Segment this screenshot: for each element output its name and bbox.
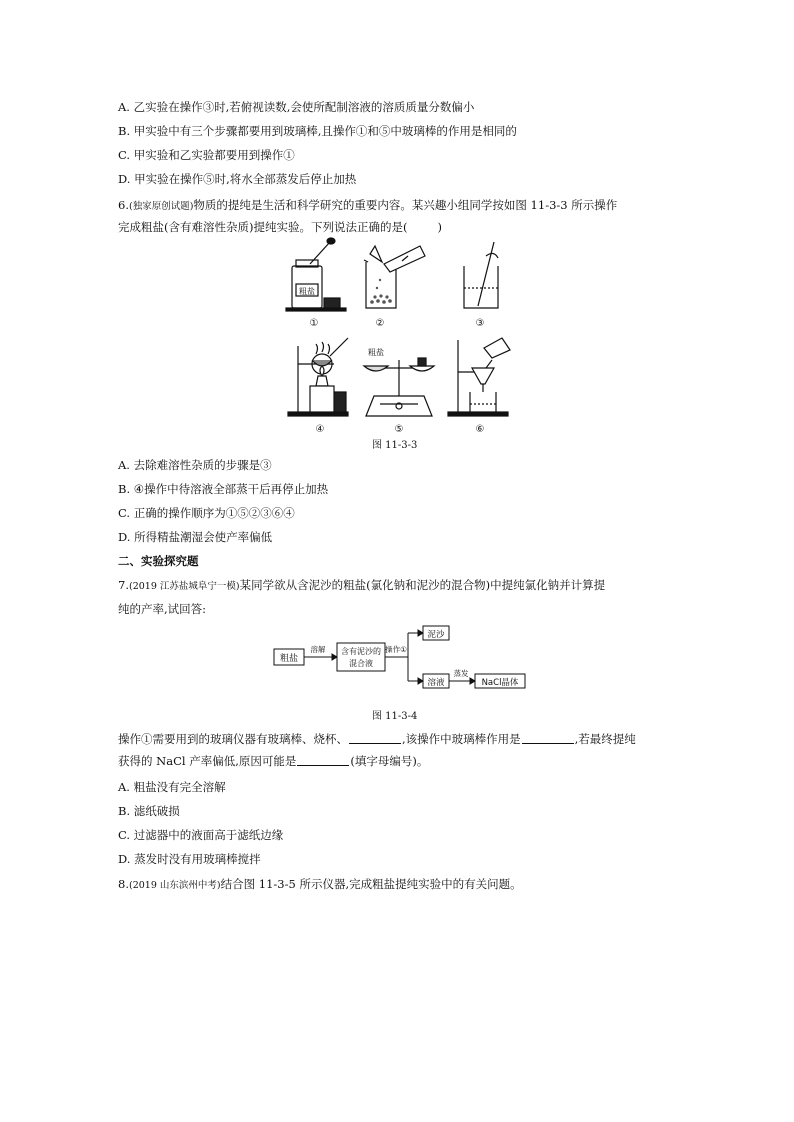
q7-question-part1: 操作①需要用到的玻璃仪器有玻璃棒、烧杯、: [118, 732, 348, 746]
q6-source: (独家原创试题): [128, 201, 194, 212]
figure-11-3-4-caption: 图 11-3-4: [372, 711, 418, 722]
q5-option-c: C. 甲实验和乙实验都要用到操作①: [118, 148, 295, 162]
step-label-5: ⑤: [394, 424, 404, 435]
q8-stem: [118, 877, 522, 893]
q7-option-d: D. 蒸发时没有用玻璃棒搅拌: [118, 852, 261, 866]
step1-jar-label: 粗盐: [299, 287, 315, 296]
step-label-6: ⑥: [475, 424, 485, 435]
flow-solution: 溶液: [427, 678, 445, 688]
q7-question-line2: [118, 754, 428, 769]
q7-question-part2: ,该操作中玻璃棒作用是: [402, 732, 521, 746]
q7-question-line1: [118, 732, 636, 747]
flow-operation: 操作①: [385, 645, 407, 654]
step-label-1: ①: [309, 318, 319, 329]
q7-option-a: A. 粗盐没有完全溶解: [118, 780, 226, 794]
section-title: 二、实验探究题: [118, 554, 199, 568]
q7-source: (2019 江苏盐城阜宁一模): [128, 581, 240, 592]
q6-stem-line1: [118, 198, 617, 214]
q6-option-b: B. ④操作中待溶液全部蒸干后再停止加热: [118, 482, 329, 496]
figure-11-3-4: [270, 625, 530, 695]
q7-stem-line1: [118, 578, 605, 594]
q7-blank-3[interactable]: [297, 754, 349, 766]
flow-mixture-line2: 混合液: [349, 659, 373, 668]
q7-number: 7.: [118, 578, 129, 592]
q7-question-part3: ,若最终提纯: [574, 732, 636, 746]
q6-text-line2: 完成粗盐(含有难溶性杂质)提纯实验。下列说法正确的是(: [118, 220, 408, 234]
flow-crude: 粗盐: [279, 654, 299, 664]
q6-number: 6.: [118, 198, 129, 212]
q8-source: (2019 山东滨州中考): [128, 880, 221, 891]
step3-stir-illustration: [464, 242, 498, 308]
q8-number: 8.: [118, 877, 129, 891]
q8-text: 结合图 11-3-5 所示仪器,完成粗盐提纯实验中的有关问题。: [220, 877, 522, 891]
q7-text-line1: 某同学欲从含泥沙的粗盐(氯化钠和泥沙的混合物)中提纯氯化钠并计算提: [239, 578, 606, 592]
flow-sand: 泥沙: [427, 630, 445, 640]
step6-filter-illustration: [448, 338, 510, 416]
step5-balance-label: 粗盐: [368, 348, 384, 357]
q5-option-b: B. 甲实验中有三个步骤都要用到玻璃棒,且操作①和⑤中玻璃棒的作用是相同的: [118, 124, 517, 138]
step4-evaporate-illustration: [288, 338, 348, 416]
q7-text-line2: 纯的产率,试回答:: [118, 602, 207, 616]
flow-crystal: NaCl晶体: [481, 678, 519, 688]
step1-jar-illustration: [286, 238, 346, 311]
q6-option-a: A. 去除难溶性杂质的步骤是③: [118, 458, 272, 472]
figure-11-3-3: [280, 236, 520, 451]
flow-dissolve: 溶解: [310, 645, 326, 654]
q6-stem-line2: [118, 220, 442, 235]
flow-mixture-line1: 含有泥沙的: [341, 647, 381, 656]
q6-paren-close: ): [437, 220, 442, 234]
flow-evaporate: 蒸发: [453, 669, 469, 678]
step2-dissolve-illustration: [364, 246, 425, 308]
q6-option-c: C. 正确的操作顺序为①⑤②③⑥④: [118, 506, 295, 520]
q6-option-d: D. 所得精盐潮湿会使产率偏低: [118, 530, 273, 544]
q7-blank-1[interactable]: [349, 732, 401, 744]
q7-question-line2-part1: 获得的 NaCl 产率偏低,原因可能是: [118, 754, 297, 768]
q7-blank-2[interactable]: [522, 732, 574, 744]
step-label-3: ③: [475, 318, 485, 329]
q6-text-line1: 物质的提纯是生活和科学研究的重要内容。某兴趣小组同学按如图 11-3-3 所示操作: [193, 198, 618, 212]
q5-option-a: A. 乙实验在操作③时,若俯视读数,会使所配制溶液的溶质质量分数偏小: [118, 100, 475, 114]
step-label-4: ④: [315, 424, 325, 435]
step-label-2: ②: [375, 318, 385, 329]
q7-option-b: B. 滤纸破损: [118, 804, 180, 818]
q5-option-d: D. 甲实验在操作⑤时,将水全部蒸发后停止加热: [118, 172, 357, 186]
q7-question-line2-part2: (填字母编号)。: [350, 754, 429, 768]
q7-option-c: C. 过滤器中的液面高于滤纸边缘: [118, 828, 284, 842]
figure-11-3-3-caption: 图 11-3-3: [372, 440, 418, 451]
step5-balance-illustration: [364, 358, 434, 416]
